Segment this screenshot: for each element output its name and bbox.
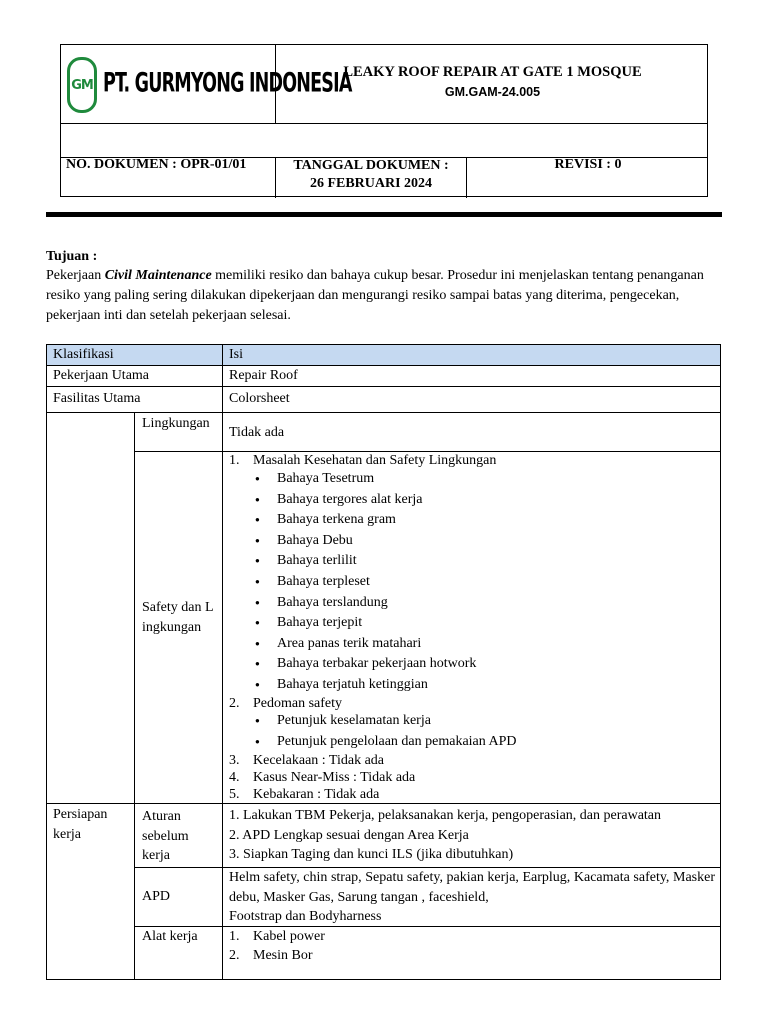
document-code: GM.GAM-24.005: [444, 85, 541, 99]
alat-item-1: Kabel power: [253, 929, 325, 944]
aturan-label: Aturan sebelum kerja: [142, 809, 189, 863]
bullet-icon: ●: [255, 535, 260, 545]
lingkungan-value: Tidak ada: [229, 425, 285, 440]
list-item: Bahaya tergores alat kerja: [277, 491, 423, 507]
safety-item2: Pedoman safety: [253, 696, 343, 711]
lingkungan-label: Lingkungan: [142, 416, 210, 431]
list-item: Area panas terik matahari: [277, 635, 422, 651]
bullet-icon: ●: [255, 597, 260, 607]
bullet-icon: ●: [255, 515, 260, 525]
gm-logo-icon: GM: [67, 57, 97, 113]
bullet-icon: ●: [255, 680, 260, 689]
safety-item5-num: 5.: [229, 787, 240, 802]
procedure-table: [46, 344, 721, 980]
bullet-icon: ●: [255, 556, 260, 566]
bullet-icon: ●: [255, 659, 260, 669]
col-isi: Isi: [229, 347, 243, 362]
list-item: Bahaya Debu: [277, 532, 353, 548]
list-item: Petunjuk keselamatan kerja: [277, 713, 431, 728]
aturan-item-3: 3. Siapkan Taging dan kunci ILS (jika dibutuhkan): [229, 847, 514, 862]
bullet-icon: ●: [255, 474, 260, 483]
apd-value: Helm safety, chin strap, Sepatu safety, pakian kerja, Earplug, Kacamata safety, Masker debu, Masker Gas, Sarung tangan , faceshield,: [229, 870, 715, 905]
list-item: Petunjuk pengelolaan dan pemakaian APD: [277, 734, 517, 749]
safety-item1: Masalah Kesehatan dan Safety Lingkungan: [253, 453, 497, 468]
bullet-icon: ●: [255, 494, 260, 504]
table-header-row: [47, 345, 720, 365]
bullet-icon: ●: [255, 638, 260, 648]
safety-item2-num: 2.: [229, 696, 240, 711]
document-title: LEAKY ROOF REPAIR AT GATE 1 MOSQUE: [343, 64, 642, 80]
list-item: Bahaya terlilit: [277, 553, 357, 569]
tujuan-heading: Tujuan :: [46, 249, 98, 264]
alat-item-1-num: 1.: [229, 929, 240, 944]
company-name: PT. GURMYONG INDONESIA: [103, 69, 352, 99]
col-klasifikasi: Klasifikasi: [53, 347, 114, 362]
header-divider: [46, 212, 722, 217]
fasilitas-utama-label: Fasilitas Utama: [53, 391, 141, 406]
list-item: Bahaya terpleset: [277, 574, 370, 589]
safety-item3-num: 3.: [229, 753, 240, 768]
alat-item-2-num: 2.: [229, 948, 240, 963]
aturan-item-1: 1. Lakukan TBM Pekerja, pelaksanakan kerja, pengoperasian, dan perawatan: [229, 808, 662, 823]
revisi: REVISI : 0: [554, 157, 622, 172]
list-item: Bahaya terkena gram: [277, 512, 396, 528]
safety-item3: Kecelakaan : Tidak ada: [253, 753, 385, 768]
pekerjaan-utama-label: Pekerjaan Utama: [53, 368, 150, 383]
document-header: [60, 44, 708, 197]
list-item: Bahaya terjepit: [277, 615, 363, 631]
fasilitas-utama-value: Colorsheet: [229, 391, 290, 406]
tanggal-dokumen: TANGGAL DOKUMEN : 26 FEBRUARI 2024: [293, 158, 449, 191]
persiapan-label: Persiapan kerja: [53, 807, 108, 842]
bullet-icon: ●: [255, 716, 260, 725]
company-logo: [67, 55, 352, 115]
safety-item5: Kebakaran : Tidak ada: [253, 787, 380, 802]
safety-item4-num: 4.: [229, 770, 240, 785]
list-item: Bahaya Tesetrum: [277, 471, 375, 486]
alat-item-2: Mesin Bor: [253, 948, 313, 963]
bullet-icon: ●: [255, 737, 260, 746]
list-item: Bahaya terjatuh ketinggian: [277, 677, 428, 692]
alat-label: Alat kerja: [142, 929, 198, 944]
list-item: Bahaya terbakar pekerjaan hotwork: [277, 656, 477, 672]
tujuan-paragraph: Pekerjaan Civil Maintenance memiliki resiko dan bahaya cukup besar. Prosedur ini menjelaskan tentang penanganan resiko yang paling sering dilakukan dipekerjaan dan mengurangi resiko sampai batas yang diterima, pengecekan, pekerjaan inti dan setelah pekerjaan selesai.: [46, 268, 704, 323]
pekerjaan-utama-value: Repair Roof: [229, 368, 298, 383]
apd-value-2: Footstrap dan Bodyharness: [229, 909, 382, 924]
aturan-item-2: 2. APD Lengkap sesuai dengan Area Kerja: [229, 828, 469, 843]
safety-label: Safety dan Lingkungan: [142, 600, 214, 635]
bullet-icon: ●: [255, 577, 260, 586]
safety-item4: Kasus Near-Miss : Tidak ada: [253, 770, 416, 785]
safety-item1-num: 1.: [229, 453, 240, 468]
apd-label: APD: [142, 889, 171, 904]
bullet-icon: ●: [255, 618, 260, 628]
list-item: Bahaya terslandung: [277, 594, 388, 610]
no-dokumen: NO. DOKUMEN : OPR-01/01: [66, 157, 247, 172]
